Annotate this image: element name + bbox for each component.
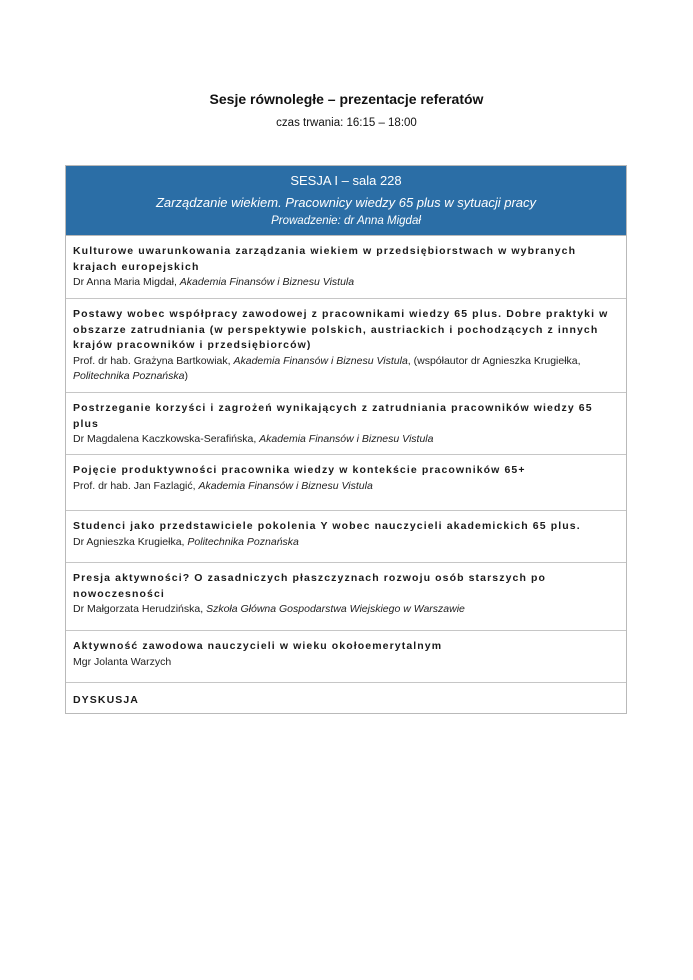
talk-title: Pojęcie produktywności pracownika wiedzy w kontekście pracowników 65+ xyxy=(73,464,526,476)
talk-row xyxy=(66,511,626,563)
talk-row xyxy=(66,299,626,393)
author-name: Dr Agnieszka Krugiełka, xyxy=(73,535,188,548)
discussion-label: DYSKUSJA xyxy=(73,694,139,706)
talk-authors xyxy=(73,432,619,447)
talk-row xyxy=(66,563,626,631)
session-header xyxy=(66,166,626,236)
talk-title: Postawy wobec współpracy zawodowej z pracownikami wiedzy 65 plus. Dobre praktyki w obszarze zatrudniania (w perspektywie polskich, austriackich i pochodzących z innych krajów pracowników i przedsiębiorców) xyxy=(73,308,609,351)
author-institution: Politechnika Poznańska xyxy=(73,369,185,382)
author-institution: Szkoła Główna Gospodarstwa Wiejskiego w Warszawie xyxy=(206,603,465,615)
talk-title: Aktywność zawodowa nauczycieli w wieku okołoemerytalnym xyxy=(73,640,443,652)
author-institution: Akademia Finansów i Biznesu Vistula xyxy=(198,479,373,492)
author-name: Dr Małgorzata Herudzińska, xyxy=(73,603,207,615)
author-institution: Akademia Finansów i Biznesu Vistula xyxy=(259,433,434,445)
author-name: ) xyxy=(184,369,188,382)
session-topic: Zarządzanie wiekiem. Pracownicy wiedzy 65 plus w sytuacji pracy xyxy=(155,195,537,210)
page-header xyxy=(0,90,693,131)
author-institution: Akademia Finansów i Biznesu Vistula xyxy=(179,276,355,288)
page-subtitle: czas trwania: 16:15 – 18:00 xyxy=(276,117,417,129)
talk-authors xyxy=(73,535,619,550)
talk-row xyxy=(66,236,626,299)
author-institution: Akademia Finansów i Biznesu Vistula xyxy=(233,354,408,367)
talk-authors xyxy=(73,354,619,384)
talk-title: Studenci jako przedstawiciele pokolenia Y wobec nauczycieli akademickich 65 plus. xyxy=(73,520,581,532)
talk-title: Presja aktywności? O zasadniczych płaszczyznach rozwoju osób starszych po nowoczesności xyxy=(73,572,547,600)
author-name: Dr Anna Maria Migdał, xyxy=(73,276,180,288)
author-name: Prof. dr hab. Grażyna Bartkowiak, xyxy=(73,354,234,367)
talk-authors xyxy=(73,602,619,617)
talk-title: Kulturowe uwarunkowania zarządzania wiekiem w przedsiębiorstwach w wybranych krajach europejskich xyxy=(73,245,577,273)
session-table xyxy=(65,165,627,714)
session-title: SESJA I – sala 228 xyxy=(290,173,402,188)
author-name: Prof. dr hab. Jan Fazlagić, xyxy=(73,479,199,492)
talk-authors xyxy=(73,655,619,670)
talk-row xyxy=(66,455,626,511)
author-name: Dr Magdalena Kaczkowska-Serafińska, xyxy=(73,433,260,445)
talk-row xyxy=(66,393,626,455)
talk-row xyxy=(66,631,626,683)
talk-title: Postrzeganie korzyści i zagrożeń wynikających z zatrudniania pracowników wiedzy 65 plus xyxy=(73,402,593,430)
page-title: Sesje równoległe – prezentacje referatów xyxy=(209,91,484,107)
author-name: Mgr Jolanta Warzych xyxy=(73,655,172,668)
author-institution: Politechnika Poznańska xyxy=(187,535,299,548)
session-moderator: Prowadzenie: dr Anna Migdał xyxy=(271,215,421,227)
talk-row xyxy=(66,683,626,713)
author-name: , (współautor dr Agnieszka Krugiełka, xyxy=(407,354,581,367)
talk-authors xyxy=(73,275,619,290)
talk-authors xyxy=(73,479,619,494)
